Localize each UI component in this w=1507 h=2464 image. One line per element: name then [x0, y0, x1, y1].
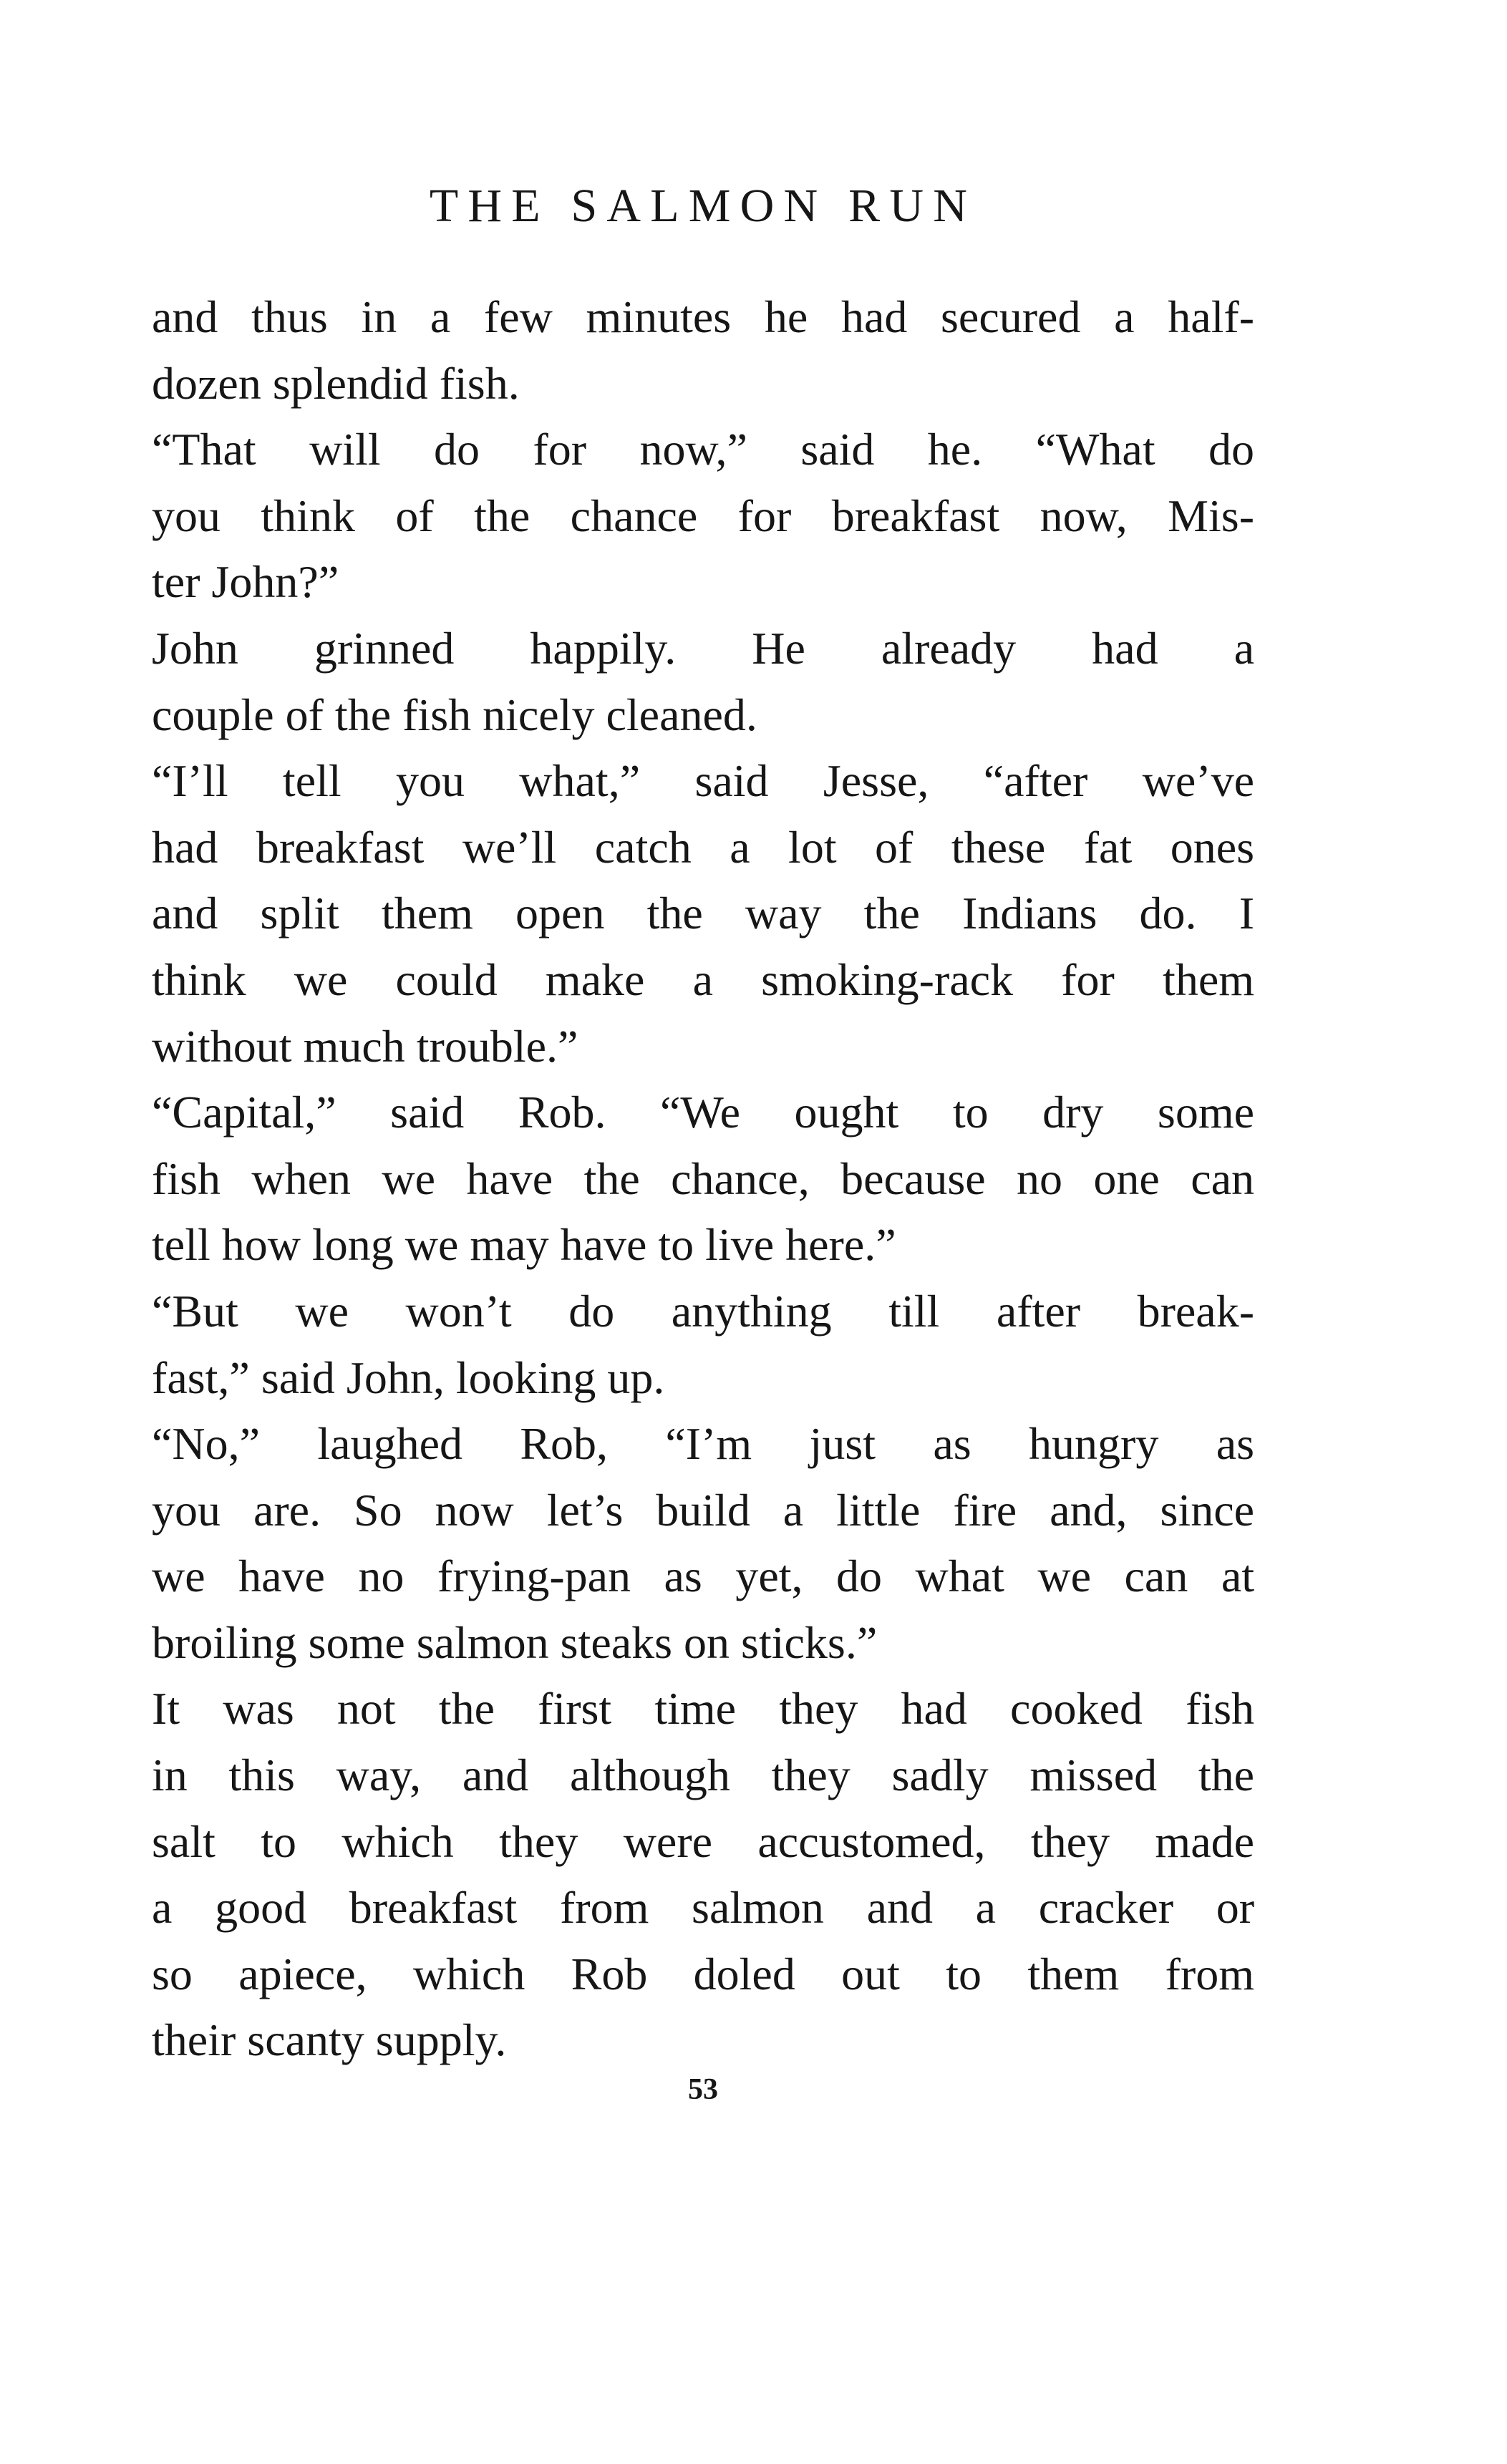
- text-line: without much trouble.”: [152, 1020, 578, 1072]
- paragraph: [152, 616, 1254, 748]
- text-line: we have no frying-pan as yet, do what we can at: [152, 1551, 1254, 1602]
- text-line: and thus in a few minutes he had secured a half-: [152, 291, 1254, 342]
- text-line: “Capital,” said Rob. “We ought to dry some: [152, 1087, 1254, 1138]
- text-line: you think of the chance for breakfast now, Mis-: [152, 490, 1254, 541]
- text-line: you are. So now let’s build a little fire and, since: [152, 1484, 1254, 1536]
- text-line: broiling some salmon steaks on sticks.”: [152, 1616, 878, 1668]
- text-line: think we could make a smoking-rack for them: [152, 954, 1254, 1005]
- text-line: and split them open the way the Indians do. I: [152, 888, 1254, 939]
- running-head: THE SALMON RUN: [429, 180, 977, 232]
- paragraph: [152, 284, 1254, 417]
- paragraph: [152, 1080, 1254, 1279]
- text-line: fast,” said John, looking up.: [152, 1352, 665, 1403]
- text-line: couple of the fish nicely cleaned.: [152, 689, 757, 740]
- text-line: tell how long we may have to live here.”: [152, 1219, 896, 1271]
- body-text: [152, 284, 1254, 2074]
- text-line: “I’ll tell you what,” said Jesse, “after we’ve: [152, 755, 1254, 807]
- paragraph: [152, 1411, 1254, 1676]
- text-line: their scanty supply.: [152, 2014, 507, 2066]
- text-line: had breakfast we’ll catch a lot of these fat ones: [152, 821, 1254, 873]
- paragraph: [152, 1279, 1254, 1411]
- text-line: John grinned happily. He already had a: [152, 622, 1254, 674]
- text-line: “That will do for now,” said he. “What do: [152, 424, 1254, 475]
- paragraph: [152, 748, 1254, 1080]
- text-line: fish when we have the chance, because no one can: [152, 1153, 1254, 1204]
- text-line: It was not the first time they had cooked fish: [152, 1683, 1254, 1735]
- text-line: “No,” laughed Rob, “I’m just as hungry as: [152, 1418, 1254, 1470]
- paragraph: [152, 1676, 1254, 2074]
- text-line: ter John?”: [152, 556, 339, 608]
- text-line: dozen splendid fish.: [152, 357, 520, 409]
- text-line: salt to which they were accustomed, they made: [152, 1815, 1254, 1867]
- text-line: a good breakfast from salmon and a cracker or: [152, 1882, 1254, 1934]
- paragraph: [152, 417, 1254, 616]
- text-line: in this way, and although they sadly missed the: [152, 1750, 1254, 1801]
- page-number: 53: [688, 2073, 718, 2106]
- text-line: “But we won’t do anything till after break-: [152, 1285, 1254, 1337]
- text-line: so apiece, which Rob doled out to them from: [152, 1948, 1254, 1999]
